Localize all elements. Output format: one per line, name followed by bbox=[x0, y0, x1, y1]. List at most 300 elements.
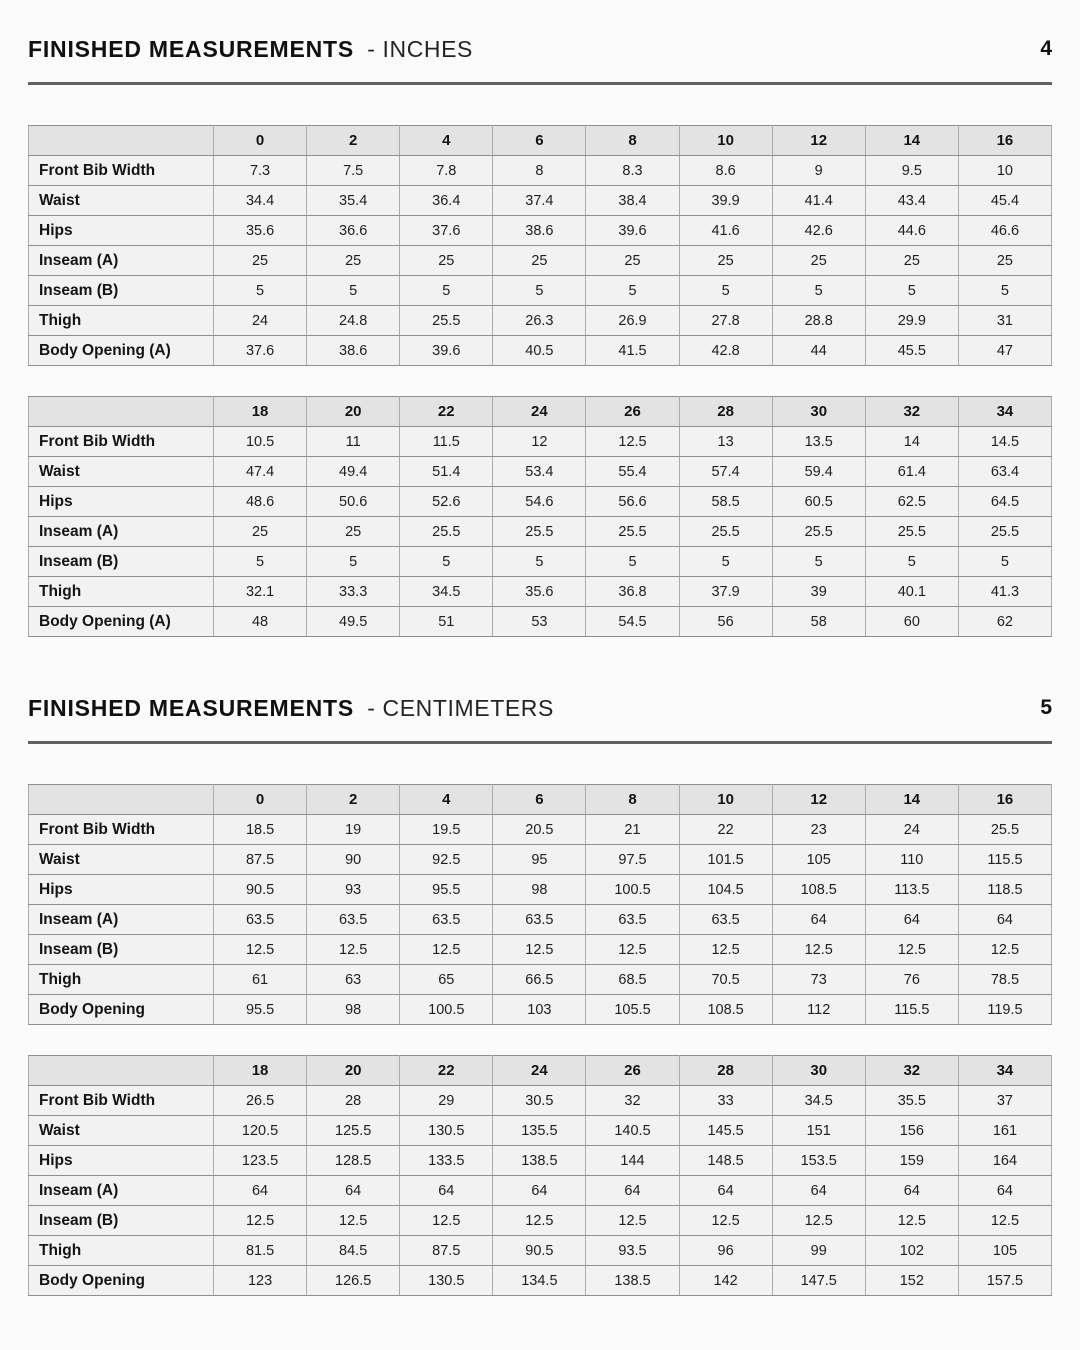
page-number: 4 bbox=[1040, 37, 1052, 60]
value-cell: 24 bbox=[865, 815, 958, 845]
section-centimeters bbox=[28, 693, 1052, 1296]
value-cell: 36.4 bbox=[400, 186, 493, 216]
measurement-row bbox=[29, 547, 1052, 577]
value-cell: 159 bbox=[865, 1146, 958, 1176]
value-cell: 130.5 bbox=[400, 1116, 493, 1146]
row-label-cell: Front Bib Width bbox=[29, 156, 214, 186]
value-cell: 40.5 bbox=[493, 336, 586, 366]
size-header-cell: 2 bbox=[307, 126, 400, 156]
value-cell: 90.5 bbox=[493, 1236, 586, 1266]
value-cell: 19 bbox=[307, 815, 400, 845]
row-label-cell: Body Opening (A) bbox=[29, 607, 214, 637]
row-label-cell: Front Bib Width bbox=[29, 1086, 214, 1116]
value-cell: 70.5 bbox=[679, 965, 772, 995]
value-cell: 142 bbox=[679, 1266, 772, 1296]
value-cell: 12.5 bbox=[958, 935, 1051, 965]
value-cell: 13.5 bbox=[772, 427, 865, 457]
value-cell: 64.5 bbox=[958, 487, 1051, 517]
page-number: 5 bbox=[1040, 696, 1052, 719]
value-cell: 125.5 bbox=[307, 1116, 400, 1146]
value-cell: 156 bbox=[865, 1116, 958, 1146]
measurement-row bbox=[29, 1146, 1052, 1176]
value-cell: 123.5 bbox=[214, 1146, 307, 1176]
value-cell: 31 bbox=[958, 306, 1051, 336]
size-header-cell: 0 bbox=[214, 126, 307, 156]
value-cell: 29.9 bbox=[865, 306, 958, 336]
value-cell: 54.5 bbox=[586, 607, 679, 637]
row-label-cell: Thigh bbox=[29, 965, 214, 995]
value-cell: 25 bbox=[493, 246, 586, 276]
value-cell: 98 bbox=[493, 875, 586, 905]
value-cell: 37.4 bbox=[493, 186, 586, 216]
value-cell: 105 bbox=[772, 845, 865, 875]
measurement-row bbox=[29, 577, 1052, 607]
value-cell: 45.5 bbox=[865, 336, 958, 366]
size-header-cell: 34 bbox=[958, 397, 1051, 427]
value-cell: 90 bbox=[307, 845, 400, 875]
value-cell: 37 bbox=[958, 1086, 1051, 1116]
value-cell: 30.5 bbox=[493, 1086, 586, 1116]
value-cell: 12.5 bbox=[586, 427, 679, 457]
value-cell: 5 bbox=[307, 276, 400, 306]
value-cell: 10 bbox=[958, 156, 1051, 186]
row-label-cell: Thigh bbox=[29, 1236, 214, 1266]
section-title-main: FINISHED MEASUREMENTS bbox=[28, 695, 355, 721]
value-cell: 138.5 bbox=[586, 1266, 679, 1296]
row-label-cell: Hips bbox=[29, 487, 214, 517]
row-label-cell: Body Opening bbox=[29, 1266, 214, 1296]
value-cell: 95 bbox=[493, 845, 586, 875]
value-cell: 51.4 bbox=[400, 457, 493, 487]
value-cell: 37.6 bbox=[214, 336, 307, 366]
measurement-row bbox=[29, 1176, 1052, 1206]
size-header-cell: 32 bbox=[865, 397, 958, 427]
value-cell: 29 bbox=[400, 1086, 493, 1116]
value-cell: 46.6 bbox=[958, 216, 1051, 246]
value-cell: 25 bbox=[679, 246, 772, 276]
measurement-row bbox=[29, 995, 1052, 1025]
value-cell: 26.5 bbox=[214, 1086, 307, 1116]
measurement-row bbox=[29, 336, 1052, 366]
value-cell: 54.6 bbox=[493, 487, 586, 517]
measurement-row bbox=[29, 875, 1052, 905]
value-cell: 38.6 bbox=[493, 216, 586, 246]
section-header-inches bbox=[28, 34, 1052, 64]
value-cell: 24.8 bbox=[307, 306, 400, 336]
value-cell: 5 bbox=[214, 547, 307, 577]
value-cell: 135.5 bbox=[493, 1116, 586, 1146]
value-cell: 57.4 bbox=[679, 457, 772, 487]
value-cell: 133.5 bbox=[400, 1146, 493, 1176]
value-cell: 5 bbox=[493, 547, 586, 577]
value-cell: 128.5 bbox=[307, 1146, 400, 1176]
value-cell: 26.3 bbox=[493, 306, 586, 336]
value-cell: 52.6 bbox=[400, 487, 493, 517]
value-cell: 25.5 bbox=[586, 517, 679, 547]
value-cell: 5 bbox=[400, 276, 493, 306]
value-cell: 5 bbox=[958, 276, 1051, 306]
size-header-cell: 14 bbox=[865, 785, 958, 815]
value-cell: 87.5 bbox=[214, 845, 307, 875]
value-cell: 152 bbox=[865, 1266, 958, 1296]
row-label-cell: Waist bbox=[29, 1116, 214, 1146]
size-header-cell: 16 bbox=[958, 785, 1051, 815]
value-cell: 36.8 bbox=[586, 577, 679, 607]
value-cell: 63.5 bbox=[307, 905, 400, 935]
row-label-cell: Inseam (B) bbox=[29, 935, 214, 965]
value-cell: 40.1 bbox=[865, 577, 958, 607]
value-cell: 12 bbox=[493, 427, 586, 457]
value-cell: 115.5 bbox=[958, 845, 1051, 875]
value-cell: 108.5 bbox=[679, 995, 772, 1025]
table-corner-cell bbox=[29, 1056, 214, 1086]
value-cell: 11.5 bbox=[400, 427, 493, 457]
value-cell: 102 bbox=[865, 1236, 958, 1266]
value-cell: 5 bbox=[865, 276, 958, 306]
value-cell: 25 bbox=[214, 517, 307, 547]
size-header-cell: 18 bbox=[214, 397, 307, 427]
value-cell: 36.6 bbox=[307, 216, 400, 246]
value-cell: 66.5 bbox=[493, 965, 586, 995]
value-cell: 49.4 bbox=[307, 457, 400, 487]
size-header-cell: 12 bbox=[772, 785, 865, 815]
value-cell: 64 bbox=[586, 1176, 679, 1206]
value-cell: 12.5 bbox=[493, 935, 586, 965]
value-cell: 64 bbox=[400, 1176, 493, 1206]
size-header-cell: 10 bbox=[679, 785, 772, 815]
value-cell: 64 bbox=[772, 1176, 865, 1206]
value-cell: 35.6 bbox=[214, 216, 307, 246]
row-label-cell: Inseam (B) bbox=[29, 276, 214, 306]
value-cell: 35.5 bbox=[865, 1086, 958, 1116]
size-header-cell: 8 bbox=[586, 785, 679, 815]
value-cell: 34.5 bbox=[772, 1086, 865, 1116]
size-header-cell: 34 bbox=[958, 1056, 1051, 1086]
value-cell: 44.6 bbox=[865, 216, 958, 246]
value-cell: 115.5 bbox=[865, 995, 958, 1025]
table-corner-cell bbox=[29, 785, 214, 815]
value-cell: 93 bbox=[307, 875, 400, 905]
value-cell: 38.6 bbox=[307, 336, 400, 366]
value-cell: 5 bbox=[493, 276, 586, 306]
row-label-cell: Body Opening (A) bbox=[29, 336, 214, 366]
size-header-row bbox=[29, 126, 1052, 156]
size-header-cell: 0 bbox=[214, 785, 307, 815]
value-cell: 151 bbox=[772, 1116, 865, 1146]
measurement-table-cm-sizes-18-34 bbox=[28, 1055, 1052, 1296]
row-label-cell: Front Bib Width bbox=[29, 427, 214, 457]
value-cell: 34.4 bbox=[214, 186, 307, 216]
value-cell: 5 bbox=[400, 547, 493, 577]
measurement-row bbox=[29, 935, 1052, 965]
measurement-row bbox=[29, 1206, 1052, 1236]
value-cell: 64 bbox=[865, 905, 958, 935]
value-cell: 103 bbox=[493, 995, 586, 1025]
measurement-row bbox=[29, 276, 1052, 306]
measurement-row bbox=[29, 607, 1052, 637]
value-cell: 56.6 bbox=[586, 487, 679, 517]
table-corner-cell bbox=[29, 397, 214, 427]
value-cell: 64 bbox=[958, 1176, 1051, 1206]
value-cell: 63 bbox=[307, 965, 400, 995]
value-cell: 19.5 bbox=[400, 815, 493, 845]
value-cell: 12.5 bbox=[865, 1206, 958, 1236]
value-cell: 100.5 bbox=[586, 875, 679, 905]
value-cell: 64 bbox=[679, 1176, 772, 1206]
value-cell: 100.5 bbox=[400, 995, 493, 1025]
value-cell: 123 bbox=[214, 1266, 307, 1296]
size-header-cell: 16 bbox=[958, 126, 1051, 156]
measurement-row bbox=[29, 517, 1052, 547]
value-cell: 20.5 bbox=[493, 815, 586, 845]
value-cell: 134.5 bbox=[493, 1266, 586, 1296]
value-cell: 9 bbox=[772, 156, 865, 186]
value-cell: 92.5 bbox=[400, 845, 493, 875]
value-cell: 32 bbox=[586, 1086, 679, 1116]
value-cell: 140.5 bbox=[586, 1116, 679, 1146]
value-cell: 12.5 bbox=[214, 935, 307, 965]
size-header-cell: 10 bbox=[679, 126, 772, 156]
value-cell: 126.5 bbox=[307, 1266, 400, 1296]
value-cell: 25.5 bbox=[493, 517, 586, 547]
value-cell: 64 bbox=[214, 1176, 307, 1206]
value-cell: 25.5 bbox=[958, 815, 1051, 845]
value-cell: 28 bbox=[307, 1086, 400, 1116]
measurement-row bbox=[29, 1266, 1052, 1296]
measurement-row bbox=[29, 1236, 1052, 1266]
value-cell: 51 bbox=[400, 607, 493, 637]
value-cell: 12.5 bbox=[307, 935, 400, 965]
value-cell: 64 bbox=[772, 905, 865, 935]
measurement-row bbox=[29, 216, 1052, 246]
value-cell: 5 bbox=[865, 547, 958, 577]
value-cell: 96 bbox=[679, 1236, 772, 1266]
value-cell: 25 bbox=[307, 246, 400, 276]
value-cell: 153.5 bbox=[772, 1146, 865, 1176]
value-cell: 41.3 bbox=[958, 577, 1051, 607]
size-header-cell: 20 bbox=[307, 1056, 400, 1086]
value-cell: 62 bbox=[958, 607, 1051, 637]
size-header-cell: 24 bbox=[493, 1056, 586, 1086]
value-cell: 81.5 bbox=[214, 1236, 307, 1266]
row-label-cell: Thigh bbox=[29, 306, 214, 336]
value-cell: 63.5 bbox=[214, 905, 307, 935]
size-header-cell: 32 bbox=[865, 1056, 958, 1086]
value-cell: 12.5 bbox=[679, 935, 772, 965]
row-label-cell: Waist bbox=[29, 845, 214, 875]
value-cell: 39.9 bbox=[679, 186, 772, 216]
row-label-cell: Inseam (B) bbox=[29, 1206, 214, 1236]
value-cell: 12.5 bbox=[493, 1206, 586, 1236]
value-cell: 53 bbox=[493, 607, 586, 637]
value-cell: 12.5 bbox=[307, 1206, 400, 1236]
value-cell: 12.5 bbox=[958, 1206, 1051, 1236]
value-cell: 42.6 bbox=[772, 216, 865, 246]
value-cell: 23 bbox=[772, 815, 865, 845]
value-cell: 9.5 bbox=[865, 156, 958, 186]
size-header-cell: 30 bbox=[772, 1056, 865, 1086]
size-header-cell: 30 bbox=[772, 397, 865, 427]
value-cell: 157.5 bbox=[958, 1266, 1051, 1296]
row-label-cell: Hips bbox=[29, 875, 214, 905]
value-cell: 7.3 bbox=[214, 156, 307, 186]
value-cell: 73 bbox=[772, 965, 865, 995]
value-cell: 33.3 bbox=[307, 577, 400, 607]
value-cell: 64 bbox=[958, 905, 1051, 935]
value-cell: 108.5 bbox=[772, 875, 865, 905]
value-cell: 37.6 bbox=[400, 216, 493, 246]
value-cell: 47.4 bbox=[214, 457, 307, 487]
size-header-cell: 12 bbox=[772, 126, 865, 156]
size-header-cell: 6 bbox=[493, 785, 586, 815]
value-cell: 37.9 bbox=[679, 577, 772, 607]
value-cell: 95.5 bbox=[214, 995, 307, 1025]
value-cell: 10.5 bbox=[214, 427, 307, 457]
value-cell: 48.6 bbox=[214, 487, 307, 517]
value-cell: 43.4 bbox=[865, 186, 958, 216]
value-cell: 5 bbox=[586, 547, 679, 577]
value-cell: 61.4 bbox=[865, 457, 958, 487]
value-cell: 113.5 bbox=[865, 875, 958, 905]
value-cell: 104.5 bbox=[679, 875, 772, 905]
value-cell: 12.5 bbox=[586, 935, 679, 965]
size-header-cell: 4 bbox=[400, 785, 493, 815]
size-header-cell: 18 bbox=[214, 1056, 307, 1086]
size-header-cell: 20 bbox=[307, 397, 400, 427]
value-cell: 48 bbox=[214, 607, 307, 637]
value-cell: 60 bbox=[865, 607, 958, 637]
section-title-centimeters bbox=[28, 693, 554, 723]
value-cell: 145.5 bbox=[679, 1116, 772, 1146]
value-cell: 11 bbox=[307, 427, 400, 457]
size-header-cell: 22 bbox=[400, 397, 493, 427]
value-cell: 144 bbox=[586, 1146, 679, 1176]
row-label-cell: Front Bib Width bbox=[29, 815, 214, 845]
title-divider bbox=[28, 82, 1052, 85]
value-cell: 148.5 bbox=[679, 1146, 772, 1176]
measurement-row bbox=[29, 306, 1052, 336]
value-cell: 25 bbox=[214, 246, 307, 276]
value-cell: 25 bbox=[400, 246, 493, 276]
value-cell: 25.5 bbox=[400, 517, 493, 547]
value-cell: 98 bbox=[307, 995, 400, 1025]
value-cell: 47 bbox=[958, 336, 1051, 366]
size-header-cell: 28 bbox=[679, 1056, 772, 1086]
value-cell: 60.5 bbox=[772, 487, 865, 517]
size-header-cell: 6 bbox=[493, 126, 586, 156]
value-cell: 5 bbox=[679, 547, 772, 577]
value-cell: 120.5 bbox=[214, 1116, 307, 1146]
value-cell: 65 bbox=[400, 965, 493, 995]
value-cell: 25.5 bbox=[958, 517, 1051, 547]
value-cell: 63.4 bbox=[958, 457, 1051, 487]
value-cell: 53.4 bbox=[493, 457, 586, 487]
table-corner-cell bbox=[29, 126, 214, 156]
value-cell: 12.5 bbox=[772, 1206, 865, 1236]
measurement-row bbox=[29, 905, 1052, 935]
row-label-cell: Waist bbox=[29, 186, 214, 216]
value-cell: 61 bbox=[214, 965, 307, 995]
value-cell: 25.5 bbox=[400, 306, 493, 336]
size-header-cell: 26 bbox=[586, 1056, 679, 1086]
value-cell: 28.8 bbox=[772, 306, 865, 336]
row-label-cell: Inseam (A) bbox=[29, 905, 214, 935]
row-label-cell: Inseam (A) bbox=[29, 517, 214, 547]
row-label-cell: Hips bbox=[29, 216, 214, 246]
value-cell: 25 bbox=[865, 246, 958, 276]
value-cell: 95.5 bbox=[400, 875, 493, 905]
value-cell: 32.1 bbox=[214, 577, 307, 607]
value-cell: 63.5 bbox=[400, 905, 493, 935]
value-cell: 44 bbox=[772, 336, 865, 366]
value-cell: 5 bbox=[958, 547, 1051, 577]
value-cell: 147.5 bbox=[772, 1266, 865, 1296]
measurement-row bbox=[29, 815, 1052, 845]
size-header-cell: 14 bbox=[865, 126, 958, 156]
title-divider bbox=[28, 741, 1052, 744]
measurement-table-inches-sizes-18-34 bbox=[28, 396, 1052, 637]
value-cell: 7.5 bbox=[307, 156, 400, 186]
size-header-cell: 28 bbox=[679, 397, 772, 427]
value-cell: 39.6 bbox=[400, 336, 493, 366]
value-cell: 34.5 bbox=[400, 577, 493, 607]
value-cell: 138.5 bbox=[493, 1146, 586, 1176]
value-cell: 50.6 bbox=[307, 487, 400, 517]
value-cell: 35.6 bbox=[493, 577, 586, 607]
size-header-cell: 24 bbox=[493, 397, 586, 427]
measurement-row bbox=[29, 487, 1052, 517]
value-cell: 25.5 bbox=[772, 517, 865, 547]
value-cell: 25.5 bbox=[865, 517, 958, 547]
value-cell: 87.5 bbox=[400, 1236, 493, 1266]
value-cell: 64 bbox=[493, 1176, 586, 1206]
value-cell: 12.5 bbox=[772, 935, 865, 965]
value-cell: 112 bbox=[772, 995, 865, 1025]
value-cell: 38.4 bbox=[586, 186, 679, 216]
value-cell: 12.5 bbox=[679, 1206, 772, 1236]
section-title-unit: - CENTIMETERS bbox=[367, 695, 554, 721]
value-cell: 58.5 bbox=[679, 487, 772, 517]
value-cell: 25 bbox=[307, 517, 400, 547]
value-cell: 25.5 bbox=[679, 517, 772, 547]
size-header-row bbox=[29, 397, 1052, 427]
value-cell: 12.5 bbox=[400, 935, 493, 965]
value-cell: 118.5 bbox=[958, 875, 1051, 905]
size-header-cell: 26 bbox=[586, 397, 679, 427]
value-cell: 25 bbox=[772, 246, 865, 276]
size-header-cell: 2 bbox=[307, 785, 400, 815]
measurement-row bbox=[29, 457, 1052, 487]
value-cell: 58 bbox=[772, 607, 865, 637]
value-cell: 110 bbox=[865, 845, 958, 875]
value-cell: 25 bbox=[586, 246, 679, 276]
value-cell: 64 bbox=[865, 1176, 958, 1206]
row-label-cell: Inseam (A) bbox=[29, 246, 214, 276]
section-title-main: FINISHED MEASUREMENTS bbox=[28, 36, 355, 62]
value-cell: 26.9 bbox=[586, 306, 679, 336]
value-cell: 12.5 bbox=[586, 1206, 679, 1236]
value-cell: 22 bbox=[679, 815, 772, 845]
value-cell: 33 bbox=[679, 1086, 772, 1116]
value-cell: 42.8 bbox=[679, 336, 772, 366]
value-cell: 45.4 bbox=[958, 186, 1051, 216]
measurement-row bbox=[29, 1086, 1052, 1116]
value-cell: 55.4 bbox=[586, 457, 679, 487]
row-label-cell: Body Opening bbox=[29, 995, 214, 1025]
value-cell: 97.5 bbox=[586, 845, 679, 875]
value-cell: 21 bbox=[586, 815, 679, 845]
measurement-table-cm-sizes-0-16 bbox=[28, 784, 1052, 1025]
